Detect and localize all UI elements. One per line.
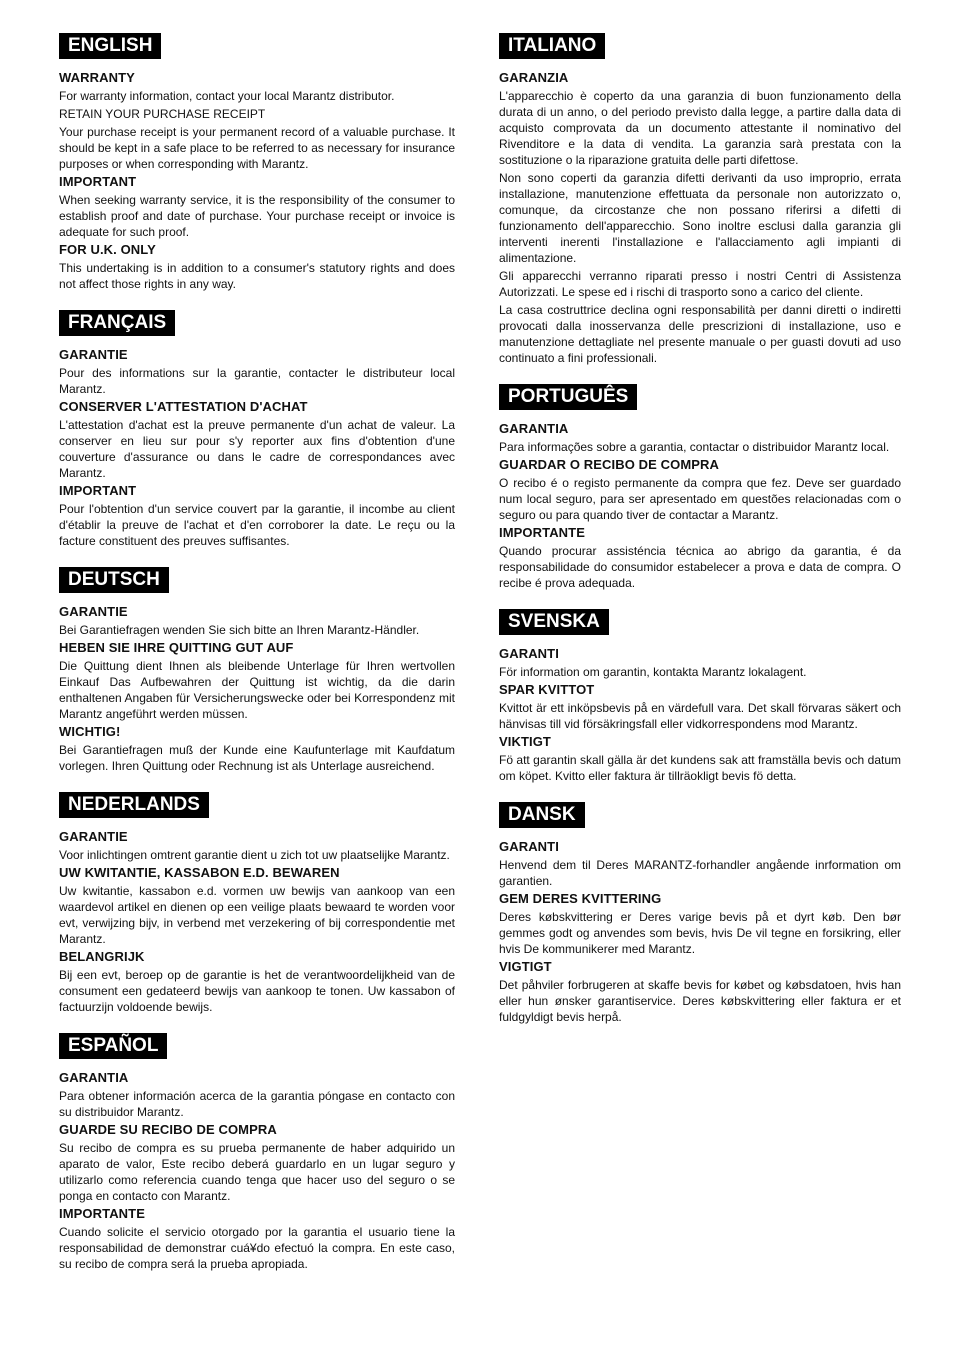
section-heading: GARANTIA (499, 421, 569, 436)
right-column (499, 33, 901, 1043)
language-heading: DEUTSCH (59, 567, 169, 593)
left-column (59, 33, 455, 1290)
section-paragraph: Pour l'obtention d'un service couvert par la garantie, il incombe au client d'établir la preuve de l'achat et d'en corroborer la date. Le reçu ou la facture constituent des preuves suffisantes. (59, 502, 455, 548)
language-section-francais (59, 310, 455, 549)
language-heading: SVENSKA (499, 609, 609, 635)
section-heading: GARANZIA (499, 70, 569, 85)
section-heading: GARANTIE (59, 347, 128, 362)
section-paragraph: Kvittot är ett inköpsbevis på en värdefull vara. Det skall förvaras säkert och hänvisas till vid försäkringsfall eller vidkorrespondens mod Marantz. (499, 701, 901, 731)
language-section-nederlands (59, 792, 455, 1015)
language-heading: DANSK (499, 802, 585, 828)
section-paragraph: La casa costruttrice declina ogni responsabilità per danni diretti o indiretti provocati dalla inosservanza delle prescrizioni di installazione, uso e manutenzione dettagliate nel presente manuale o per guasti dovuti ad uso continuato a fini professionali. (499, 303, 901, 365)
section-heading: VIKTIGT (499, 734, 551, 749)
section-paragraph: This undertaking is in addition to a consumer's statutory rights and does not affect those rights in any way. (59, 261, 455, 291)
section-paragraph: Voor inlichtingen omtrent garantie dient u zich tot uw plaatselijke Marantz. (59, 848, 450, 862)
language-section-svenska (499, 609, 901, 784)
section-paragraph: Henvend dem til Deres MARANTZ-forhandler angående inrformation om garantien. (499, 858, 901, 888)
section-heading: FOR U.K. ONLY (59, 242, 156, 257)
section-heading: IMPORTANT (59, 483, 137, 498)
section-paragraph: Uw kwitantie, kassabon e.d. vormen uw bewijs van aankoop van een waardevol artikel en dienen op een veilige plaats bewaard te worden voor evt, verwijzing bijv, in verbend met verzekering of bij correspondentie met Marantz. (59, 884, 455, 946)
section-paragraph: Fö att garantin skall gälla är det kundens sak att framställa bevis och datum om köpet. Kvitto eller faktura är tillräokligt bevis fö detta. (499, 753, 901, 783)
section-heading: GARANTIE (59, 829, 128, 844)
section-heading: GARANTI (499, 646, 559, 661)
language-heading: ENGLISH (59, 33, 161, 59)
section-heading: IMPORTANTE (499, 525, 585, 540)
section-paragraph: Quando procurar assisténcia técnica ao abrigo da garantia, é da responsabilidade do consumidor estabelecer a prova e data de compra. O recibe é prova adequada. (499, 544, 901, 590)
section-paragraph: L'attestation d'achat est la preuve permanente d'un achat de valeur. La conserver en lieu sur pour s'y reporter aux fins d'obtention d'une couverture d'assurance ou dans le cadre de correspondances avec Marantz. (59, 418, 455, 480)
section-paragraph: Your purchase receipt is your permanent record of a valuable purchase. It should be kept in a safe place to be referred to as necessary for insurance purposes or when corresponding with Marantz. (59, 125, 455, 171)
section-paragraph: For warranty information, contact your local Marantz distributor. (59, 89, 395, 103)
section-heading: SPAR KVITTOT (499, 682, 595, 697)
section-heading: CONSERVER L'ATTESTATION D'ACHAT (59, 399, 308, 414)
section-heading: IMPORTANTE (59, 1206, 145, 1221)
language-section-italiano (499, 33, 901, 366)
section-heading: HEBEN SIE IHRE QUITTING GUT AUF (59, 640, 294, 655)
section-heading: BELANGRIJK (59, 949, 145, 964)
section-heading: GARANTIA (59, 1070, 129, 1085)
section-paragraph: Bij een evt, beroep op de garantie is het de verantwoordelijkheid van de consument een gedateerd bewijs van aankoop te tonen. Uw kassabon of factuurzijn voldoende bewijs. (59, 968, 455, 1014)
language-section-portugues (499, 384, 901, 591)
section-paragraph: Pour des informations sur la garantie, contacter le distributeur local Marantz. (59, 366, 455, 396)
language-section-espanol (59, 1033, 455, 1272)
section-heading: UW KWITANTIE, KASSABON E.D. BEWAREN (59, 865, 340, 880)
section-paragraph: Cuando solicite el servicio otorgado por la garantia el usuario tiene la responsabilidad de demonstrar cuá¥do efectuó la compra. En este caso, su recibo de compra será la prueba apropiada. (59, 1225, 455, 1271)
section-paragraph: Det påhviler forbrugeren at skaffe bevis for købet og købsdatoen, hvis han eller hun ønsker garantiservice. Deres købskvittering eller faktura er et fuldgyldigt bevis herpå. (499, 978, 901, 1024)
section-heading: GUARDAR O RECIBO DE COMPRA (499, 457, 719, 472)
language-section-dansk (499, 802, 901, 1025)
language-heading: ESPAÑOL (59, 1033, 167, 1059)
section-heading: GARANTI (499, 839, 559, 854)
section-paragraph: L'apparecchio è coperto da una garanzia di buon funzionamento della durata di un anno, o del periodo previsto dalla legge, a partire dalla data di acquisto comprovata da un documento attestante il nominativo del Rivenditore e la data di vendita. La garanzia sarà prestata con la sostituzione o la riparazione gratuita delle parti difettose. (499, 89, 901, 167)
section-paragraph: För information om garantin, kontakta Marantz lokalagent. (499, 665, 807, 679)
section-heading: VIGTIGT (499, 959, 552, 974)
section-heading: WICHTIG! (59, 724, 121, 739)
language-section-deutsch (59, 567, 455, 774)
language-heading: FRANÇAIS (59, 310, 175, 336)
language-section-english (59, 33, 455, 292)
section-heading: GARANTIE (59, 604, 128, 619)
section-paragraph: Die Quittung dient Ihnen als bleibende Unterlage für Ihren wertvollen Einkauf Das Aufbewahren der Quittung ist wichtig, da die darin enthaltenen Angaben für Versicherungswecke oder bei Korrespondenz mit Marantz angeführt werden müssen. (59, 659, 455, 721)
section-paragraph: When seeking warranty service, it is the responsibility of the consumer to establish proof and date of purchase. Your purchase receipt or invoice is adequate for such proof. (59, 193, 455, 239)
section-paragraph: Deres købskvittering er Deres varige bevis på et dyrt køb. Den bør gemmes godt og anvendes som bevis, hvis De vil tegne en forsikring, eller hvis De kommunikerer med Marantz. (499, 910, 901, 956)
language-heading: ITALIANO (499, 33, 605, 59)
section-heading: WARRANTY (59, 70, 135, 85)
section-paragraph: Bei Garantiefragen wenden Sie sich bitte an Ihren Marantz-Händler. (59, 623, 420, 637)
section-paragraph: Para informações sobre a garantia, contactar o distribuidor Marantz local. (499, 440, 890, 454)
language-heading: NEDERLANDS (59, 792, 209, 818)
language-heading: PORTUGUÊS (499, 384, 637, 410)
section-paragraph: Bei Garantiefragen muß der Kunde eine Kaufunterlage mit Kaufdatum vorlegen. Ihren Quittung oder Rechnung ist als Unterlage ausreichend. (59, 743, 455, 773)
section-paragraph: Para obtener información acerca de la garantia póngase en contacto con su distribuidor Marantz. (59, 1089, 455, 1119)
section-paragraph: RETAIN YOUR PURCHASE RECEIPT (59, 107, 266, 121)
section-heading: IMPORTANT (59, 174, 137, 189)
section-paragraph: O recibo é o registo permanente da compra que fez. Deve ser guardado num local seguro, para ser apresentado em questões relacionadas com o seguro ou para quando tiver de contactar a Marantz. (499, 476, 901, 522)
section-paragraph: Su recibo de compra es su prueba permanente de haber adquirido un aparato de valor, Este recibo deberá guardarlo en un lugar seguro y utilizarlo como referencia cuando tenga que hacer uso del seguro o se ponga en contacto con Marantz. (59, 1141, 455, 1203)
section-paragraph: Non sono coperti da garanzia difetti derivanti da uso improprio, errata installazione, manutenzione effettuata da personale non autorizzato o, comunque, da circostanze che non possano riferirsi a difetti di funzionamento dell'apparecchio. Sono inoltre esclusi dalla garanzia gli interventi inerenti l'installazione e l'allacciamento agli impianti di alimentazione. (499, 171, 901, 265)
section-paragraph: Gli apparecchi verranno riparati presso i nostri Centri di Assistenza Autorizzati. Le spese ed i rischi di trasporto sono a carico del cliente. (499, 269, 901, 299)
section-heading: GUARDE SU RECIBO DE COMPRA (59, 1122, 277, 1137)
section-heading: GEM DERES KVITTERING (499, 891, 662, 906)
